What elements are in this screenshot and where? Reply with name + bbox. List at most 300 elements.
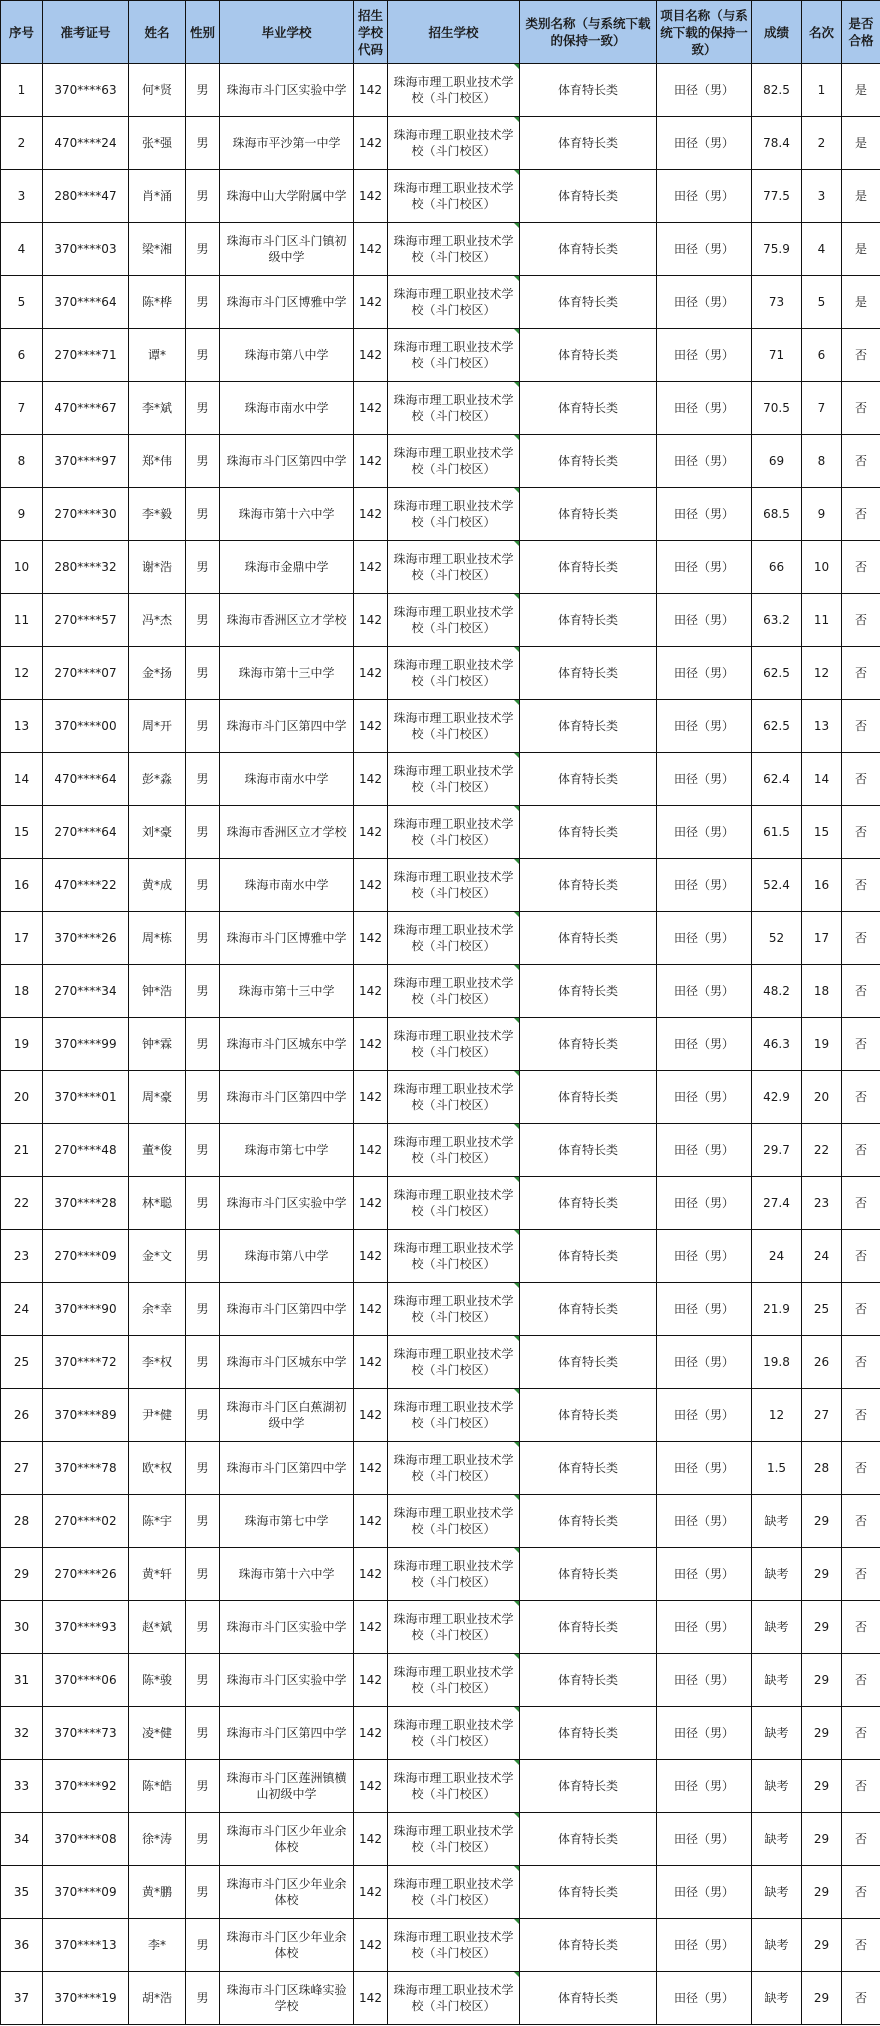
cell-gender: 男	[186, 1919, 220, 1972]
cell-graduated-school: 珠海市第七中学	[220, 1495, 354, 1548]
cell-exam-number: 470****22	[43, 859, 129, 912]
cell-qualified: 否	[842, 806, 880, 859]
cell-event: 田径（男）	[657, 647, 752, 700]
cell-exam-number: 270****09	[43, 1230, 129, 1283]
cell-graduated-school: 珠海市斗门区城东中学	[220, 1018, 354, 1071]
cell-school-code: 142	[354, 1601, 388, 1654]
cell-rank: 29	[802, 1548, 842, 1601]
cell-category: 体育特长类	[520, 1601, 657, 1654]
cell-admitting-school: 珠海市理工职业技术学校（斗门校区）	[388, 700, 520, 753]
cell-category: 体育特长类	[520, 276, 657, 329]
cell-name: 凌*健	[129, 1707, 186, 1760]
cell-name: 李*斌	[129, 382, 186, 435]
cell-school-code: 142	[354, 700, 388, 753]
cell-event: 田径（男）	[657, 276, 752, 329]
cell-rank: 18	[802, 965, 842, 1018]
cell-graduated-school: 珠海市斗门区莲洲镇横山初级中学	[220, 1760, 354, 1813]
cell-event: 田径（男）	[657, 435, 752, 488]
cell-school-code: 142	[354, 1813, 388, 1866]
cell-qualified: 否	[842, 1177, 880, 1230]
cell-index: 34	[1, 1813, 43, 1866]
cell-gender: 男	[186, 1442, 220, 1495]
cell-score: 19.8	[752, 1336, 802, 1389]
cell-exam-number: 370****97	[43, 435, 129, 488]
cell-score: 1.5	[752, 1442, 802, 1495]
table-row	[1, 435, 880, 488]
cell-rank: 22	[802, 1124, 842, 1177]
cell-qualified: 否	[842, 1124, 880, 1177]
cell-index: 28	[1, 1495, 43, 1548]
cell-rank: 29	[802, 1866, 842, 1919]
cell-school-code: 142	[354, 1495, 388, 1548]
cell-rank: 29	[802, 1601, 842, 1654]
cell-rank: 29	[802, 1919, 842, 1972]
cell-qualified: 否	[842, 382, 880, 435]
table-row	[1, 488, 880, 541]
cell-score: 68.5	[752, 488, 802, 541]
cell-qualified: 否	[842, 1442, 880, 1495]
cell-qualified: 是	[842, 170, 880, 223]
cell-event: 田径（男）	[657, 1760, 752, 1813]
cell-admitting-school: 珠海市理工职业技术学校（斗门校区）	[388, 276, 520, 329]
cell-gender: 男	[186, 806, 220, 859]
header-score: 成绩	[752, 1, 802, 64]
table-row	[1, 329, 880, 382]
cell-index: 12	[1, 647, 43, 700]
cell-score: 缺考	[752, 1654, 802, 1707]
cell-event: 田径（男）	[657, 1601, 752, 1654]
cell-graduated-school: 珠海市第八中学	[220, 329, 354, 382]
cell-exam-number: 280****47	[43, 170, 129, 223]
cell-score: 缺考	[752, 1919, 802, 1972]
cell-gender: 男	[186, 753, 220, 806]
table-row	[1, 1866, 880, 1919]
table-row	[1, 1813, 880, 1866]
cell-index: 15	[1, 806, 43, 859]
cell-event: 田径（男）	[657, 1336, 752, 1389]
cell-category: 体育特长类	[520, 753, 657, 806]
cell-gender: 男	[186, 647, 220, 700]
cell-category: 体育特长类	[520, 1548, 657, 1601]
cell-category: 体育特长类	[520, 1707, 657, 1760]
cell-qualified: 否	[842, 1654, 880, 1707]
cell-rank: 25	[802, 1283, 842, 1336]
cell-gender: 男	[186, 223, 220, 276]
table-row	[1, 1389, 880, 1442]
cell-score: 82.5	[752, 64, 802, 117]
cell-exam-number: 370****92	[43, 1760, 129, 1813]
cell-qualified: 否	[842, 912, 880, 965]
cell-graduated-school: 珠海市斗门区第四中学	[220, 1283, 354, 1336]
cell-admitting-school: 珠海市理工职业技术学校（斗门校区）	[388, 64, 520, 117]
cell-rank: 8	[802, 435, 842, 488]
cell-school-code: 142	[354, 1177, 388, 1230]
cell-qualified: 否	[842, 965, 880, 1018]
cell-qualified: 否	[842, 1495, 880, 1548]
table-row	[1, 382, 880, 435]
header-school-code: 招生学校代码	[354, 1, 388, 64]
cell-index: 30	[1, 1601, 43, 1654]
cell-gender: 男	[186, 1601, 220, 1654]
cell-rank: 28	[802, 1442, 842, 1495]
cell-category: 体育特长类	[520, 1071, 657, 1124]
header-name: 姓名	[129, 1, 186, 64]
cell-qualified: 否	[842, 1601, 880, 1654]
cell-exam-number: 370****72	[43, 1336, 129, 1389]
cell-score: 29.7	[752, 1124, 802, 1177]
cell-graduated-school: 珠海市平沙第一中学	[220, 117, 354, 170]
header-index: 序号	[1, 1, 43, 64]
cell-category: 体育特长类	[520, 1972, 657, 2025]
cell-graduated-school: 珠海市香洲区立才学校	[220, 594, 354, 647]
cell-index: 6	[1, 329, 43, 382]
table-row	[1, 1071, 880, 1124]
cell-graduated-school: 珠海中山大学附属中学	[220, 170, 354, 223]
cell-event: 田径（男）	[657, 1866, 752, 1919]
cell-admitting-school: 珠海市理工职业技术学校（斗门校区）	[388, 965, 520, 1018]
cell-category: 体育特长类	[520, 382, 657, 435]
cell-event: 田径（男）	[657, 223, 752, 276]
cell-event: 田径（男）	[657, 859, 752, 912]
cell-rank: 2	[802, 117, 842, 170]
cell-category: 体育特长类	[520, 1866, 657, 1919]
cell-rank: 29	[802, 1813, 842, 1866]
cell-name: 谭*	[129, 329, 186, 382]
cell-school-code: 142	[354, 382, 388, 435]
cell-exam-number: 370****06	[43, 1654, 129, 1707]
cell-school-code: 142	[354, 753, 388, 806]
cell-name: 钟*浩	[129, 965, 186, 1018]
cell-score: 78.4	[752, 117, 802, 170]
cell-index: 26	[1, 1389, 43, 1442]
cell-gender: 男	[186, 1336, 220, 1389]
cell-name: 彭*淼	[129, 753, 186, 806]
cell-gender: 男	[186, 541, 220, 594]
cell-rank: 9	[802, 488, 842, 541]
cell-rank: 3	[802, 170, 842, 223]
cell-category: 体育特长类	[520, 1919, 657, 1972]
cell-event: 田径（男）	[657, 1389, 752, 1442]
cell-name: 陈*宇	[129, 1495, 186, 1548]
cell-qualified: 否	[842, 1972, 880, 2025]
table-row	[1, 1018, 880, 1071]
cell-score: 27.4	[752, 1177, 802, 1230]
cell-graduated-school: 珠海市斗门区城东中学	[220, 1336, 354, 1389]
cell-index: 5	[1, 276, 43, 329]
cell-rank: 29	[802, 1495, 842, 1548]
cell-graduated-school: 珠海市南水中学	[220, 382, 354, 435]
table-row	[1, 965, 880, 1018]
header-admitting-school: 招生学校	[388, 1, 520, 64]
cell-score: 缺考	[752, 1972, 802, 2025]
cell-qualified: 否	[842, 1389, 880, 1442]
table-row	[1, 1707, 880, 1760]
cell-admitting-school: 珠海市理工职业技术学校（斗门校区）	[388, 1230, 520, 1283]
cell-exam-number: 370****90	[43, 1283, 129, 1336]
cell-school-code: 142	[354, 1972, 388, 2025]
cell-gender: 男	[186, 1972, 220, 2025]
cell-gender: 男	[186, 1230, 220, 1283]
cell-graduated-school: 珠海市第十六中学	[220, 1548, 354, 1601]
cell-school-code: 142	[354, 1919, 388, 1972]
cell-name: 金*文	[129, 1230, 186, 1283]
cell-admitting-school: 珠海市理工职业技术学校（斗门校区）	[388, 117, 520, 170]
cell-event: 田径（男）	[657, 64, 752, 117]
cell-event: 田径（男）	[657, 965, 752, 1018]
cell-score: 52	[752, 912, 802, 965]
cell-index: 29	[1, 1548, 43, 1601]
cell-qualified: 否	[842, 1813, 880, 1866]
cell-admitting-school: 珠海市理工职业技术学校（斗门校区）	[388, 1336, 520, 1389]
header-row	[1, 1, 880, 64]
cell-name: 梁*湘	[129, 223, 186, 276]
table-row	[1, 1442, 880, 1495]
cell-gender: 男	[186, 1177, 220, 1230]
cell-admitting-school: 珠海市理工职业技术学校（斗门校区）	[388, 170, 520, 223]
cell-exam-number: 370****63	[43, 64, 129, 117]
cell-exam-number: 370****13	[43, 1919, 129, 1972]
cell-school-code: 142	[354, 1866, 388, 1919]
cell-qualified: 否	[842, 1336, 880, 1389]
table-row	[1, 1230, 880, 1283]
cell-qualified: 否	[842, 1760, 880, 1813]
cell-index: 13	[1, 700, 43, 753]
table-row	[1, 806, 880, 859]
cell-score: 77.5	[752, 170, 802, 223]
cell-qualified: 否	[842, 594, 880, 647]
cell-gender: 男	[186, 965, 220, 1018]
cell-gender: 男	[186, 1018, 220, 1071]
table-row	[1, 1177, 880, 1230]
table-row	[1, 1601, 880, 1654]
cell-name: 李*	[129, 1919, 186, 1972]
table-row	[1, 1495, 880, 1548]
cell-school-code: 142	[354, 1283, 388, 1336]
cell-admitting-school: 珠海市理工职业技术学校（斗门校区）	[388, 382, 520, 435]
cell-school-code: 142	[354, 1548, 388, 1601]
cell-score: 缺考	[752, 1760, 802, 1813]
cell-name: 周*栋	[129, 912, 186, 965]
cell-graduated-school: 珠海市第八中学	[220, 1230, 354, 1283]
cell-graduated-school: 珠海市斗门区实验中学	[220, 64, 354, 117]
cell-name: 周*开	[129, 700, 186, 753]
cell-event: 田径（男）	[657, 753, 752, 806]
cell-admitting-school: 珠海市理工职业技术学校（斗门校区）	[388, 1813, 520, 1866]
cell-category: 体育特长类	[520, 1124, 657, 1177]
cell-gender: 男	[186, 435, 220, 488]
cell-category: 体育特长类	[520, 965, 657, 1018]
cell-rank: 6	[802, 329, 842, 382]
cell-exam-number: 370****01	[43, 1071, 129, 1124]
cell-school-code: 142	[354, 64, 388, 117]
cell-score: 缺考	[752, 1601, 802, 1654]
cell-exam-number: 370****78	[43, 1442, 129, 1495]
cell-name: 黄*轩	[129, 1548, 186, 1601]
cell-exam-number: 270****71	[43, 329, 129, 382]
cell-event: 田径（男）	[657, 594, 752, 647]
cell-school-code: 142	[354, 859, 388, 912]
cell-admitting-school: 珠海市理工职业技术学校（斗门校区）	[388, 435, 520, 488]
cell-admitting-school: 珠海市理工职业技术学校（斗门校区）	[388, 912, 520, 965]
cell-qualified: 是	[842, 223, 880, 276]
cell-category: 体育特长类	[520, 806, 657, 859]
cell-school-code: 142	[354, 647, 388, 700]
cell-score: 缺考	[752, 1548, 802, 1601]
cell-gender: 男	[186, 1124, 220, 1177]
table-row	[1, 859, 880, 912]
cell-qualified: 否	[842, 859, 880, 912]
table-row	[1, 276, 880, 329]
cell-school-code: 142	[354, 806, 388, 859]
cell-score: 48.2	[752, 965, 802, 1018]
cell-rank: 29	[802, 1654, 842, 1707]
cell-school-code: 142	[354, 1336, 388, 1389]
cell-qualified: 否	[842, 1283, 880, 1336]
cell-graduated-school: 珠海市斗门区少年业余体校	[220, 1919, 354, 1972]
cell-gender: 男	[186, 276, 220, 329]
cell-rank: 12	[802, 647, 842, 700]
cell-name: 赵*斌	[129, 1601, 186, 1654]
cell-category: 体育特长类	[520, 488, 657, 541]
header-gender: 性别	[186, 1, 220, 64]
cell-admitting-school: 珠海市理工职业技术学校（斗门校区）	[388, 541, 520, 594]
cell-admitting-school: 珠海市理工职业技术学校（斗门校区）	[388, 806, 520, 859]
cell-score: 缺考	[752, 1495, 802, 1548]
cell-exam-number: 370****64	[43, 276, 129, 329]
cell-graduated-school: 珠海市斗门区第四中学	[220, 435, 354, 488]
cell-graduated-school: 珠海市金鼎中学	[220, 541, 354, 594]
cell-event: 田径（男）	[657, 170, 752, 223]
cell-index: 16	[1, 859, 43, 912]
cell-event: 田径（男）	[657, 1442, 752, 1495]
cell-gender: 男	[186, 912, 220, 965]
cell-name: 林*聪	[129, 1177, 186, 1230]
cell-admitting-school: 珠海市理工职业技术学校（斗门校区）	[388, 1707, 520, 1760]
cell-exam-number: 280****32	[43, 541, 129, 594]
cell-event: 田径（男）	[657, 1177, 752, 1230]
cell-school-code: 142	[354, 1654, 388, 1707]
cell-rank: 20	[802, 1071, 842, 1124]
cell-score: 70.5	[752, 382, 802, 435]
cell-exam-number: 370****26	[43, 912, 129, 965]
cell-category: 体育特长类	[520, 1813, 657, 1866]
cell-rank: 24	[802, 1230, 842, 1283]
cell-index: 33	[1, 1760, 43, 1813]
cell-name: 徐*涛	[129, 1813, 186, 1866]
cell-qualified: 是	[842, 276, 880, 329]
cell-school-code: 142	[354, 1230, 388, 1283]
cell-exam-number: 470****24	[43, 117, 129, 170]
cell-admitting-school: 珠海市理工职业技术学校（斗门校区）	[388, 1919, 520, 1972]
cell-index: 31	[1, 1654, 43, 1707]
cell-category: 体育特长类	[520, 117, 657, 170]
table-row	[1, 753, 880, 806]
cell-score: 24	[752, 1230, 802, 1283]
cell-index: 37	[1, 1972, 43, 2025]
cell-exam-number: 470****67	[43, 382, 129, 435]
cell-name: 钟*霖	[129, 1018, 186, 1071]
cell-rank: 4	[802, 223, 842, 276]
cell-rank: 16	[802, 859, 842, 912]
header-category: 类别名称（与系统下载的保持一致）	[520, 1, 657, 64]
cell-admitting-school: 珠海市理工职业技术学校（斗门校区）	[388, 1601, 520, 1654]
cell-index: 17	[1, 912, 43, 965]
cell-admitting-school: 珠海市理工职业技术学校（斗门校区）	[388, 1760, 520, 1813]
cell-exam-number: 270****02	[43, 1495, 129, 1548]
header-event: 项目名称（与系统下载的保持一致）	[657, 1, 752, 64]
cell-admitting-school: 珠海市理工职业技术学校（斗门校区）	[388, 594, 520, 647]
cell-name: 黄*鹏	[129, 1866, 186, 1919]
table-row	[1, 1336, 880, 1389]
table-row	[1, 700, 880, 753]
cell-gender: 男	[186, 1813, 220, 1866]
cell-gender: 男	[186, 1760, 220, 1813]
cell-school-code: 142	[354, 1071, 388, 1124]
header-graduated-school: 毕业学校	[220, 1, 354, 64]
cell-index: 36	[1, 1919, 43, 1972]
cell-school-code: 142	[354, 170, 388, 223]
cell-exam-number: 370****19	[43, 1972, 129, 2025]
cell-score: 62.5	[752, 647, 802, 700]
cell-name: 李*毅	[129, 488, 186, 541]
cell-school-code: 142	[354, 1124, 388, 1177]
cell-school-code: 142	[354, 276, 388, 329]
table-row	[1, 117, 880, 170]
cell-event: 田径（男）	[657, 1495, 752, 1548]
cell-school-code: 142	[354, 223, 388, 276]
cell-category: 体育特长类	[520, 912, 657, 965]
table-row	[1, 1654, 880, 1707]
cell-event: 田径（男）	[657, 1124, 752, 1177]
cell-category: 体育特长类	[520, 435, 657, 488]
cell-index: 27	[1, 1442, 43, 1495]
cell-event: 田径（男）	[657, 1230, 752, 1283]
cell-qualified: 否	[842, 541, 880, 594]
cell-rank: 29	[802, 1707, 842, 1760]
cell-qualified: 否	[842, 1018, 880, 1071]
cell-name: 董*俊	[129, 1124, 186, 1177]
cell-graduated-school: 珠海市斗门区博雅中学	[220, 276, 354, 329]
cell-school-code: 142	[354, 117, 388, 170]
cell-admitting-school: 珠海市理工职业技术学校（斗门校区）	[388, 1654, 520, 1707]
cell-exam-number: 270****07	[43, 647, 129, 700]
cell-exam-number: 370****89	[43, 1389, 129, 1442]
cell-name: 陈*皓	[129, 1760, 186, 1813]
cell-index: 22	[1, 1177, 43, 1230]
cell-index: 35	[1, 1866, 43, 1919]
cell-score: 69	[752, 435, 802, 488]
cell-exam-number: 470****64	[43, 753, 129, 806]
cell-qualified: 否	[842, 700, 880, 753]
cell-rank: 19	[802, 1018, 842, 1071]
cell-qualified: 否	[842, 1230, 880, 1283]
cell-index: 14	[1, 753, 43, 806]
cell-index: 32	[1, 1707, 43, 1760]
cell-qualified: 否	[842, 753, 880, 806]
table-row	[1, 170, 880, 223]
cell-graduated-school: 珠海市南水中学	[220, 753, 354, 806]
cell-category: 体育特长类	[520, 541, 657, 594]
cell-event: 田径（男）	[657, 1707, 752, 1760]
cell-gender: 男	[186, 382, 220, 435]
cell-gender: 男	[186, 329, 220, 382]
cell-event: 田径（男）	[657, 1654, 752, 1707]
cell-admitting-school: 珠海市理工职业技术学校（斗门校区）	[388, 488, 520, 541]
cell-admitting-school: 珠海市理工职业技术学校（斗门校区）	[388, 1018, 520, 1071]
cell-index: 11	[1, 594, 43, 647]
cell-category: 体育特长类	[520, 1283, 657, 1336]
cell-score: 71	[752, 329, 802, 382]
